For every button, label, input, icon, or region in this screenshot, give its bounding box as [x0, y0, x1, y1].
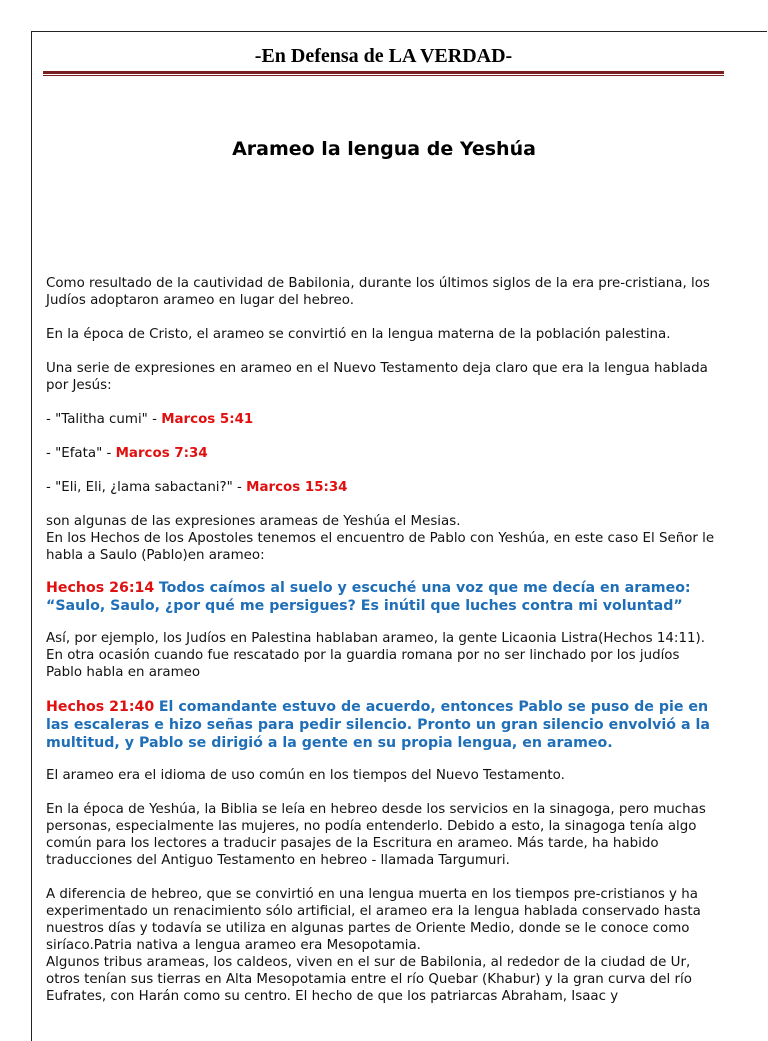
bible-quote: [46, 698, 718, 752]
expression-item: - "Talitha cumi" - Marcos 5:41: [46, 412, 254, 427]
paragraph: A diferencia de hebreo, que se convirtió en una lengua muerta en los tiempos pre-cristianos y ha experimentado un renacimiento sólo artificial, el arameo era la lengua hablada conservado hasta nuestros días y todavía se utiliza en algunas partes de Oriente Medio, donde se le conoce como siríaco.Patria nativa a lengua arameo era Mesopotamia.: [46, 887, 701, 953]
scripture-reference: Marcos 15:34: [246, 480, 348, 495]
header-rule-thick: [43, 71, 724, 74]
paragraph: El arameo era el idioma de uso común en los tiempos del Nuevo Testamento.: [46, 768, 565, 783]
header-rule-thin: [43, 75, 724, 76]
paragraph: Algunos tribus arameas, los caldeos, viven en el sur de Babilonia, al rededor de la ciudad de Ur, otros tenían sus tierras en Alta Mesopotamia entre el río Quebar (Khabur) y la gran curva del río Eufrates, con Harán como su centro. El hecho de que los patriarcas Abraham, Isaac y: [46, 955, 692, 1004]
paragraph: Así, por ejemplo, los Judíos en Palestina hablaban arameo, la gente Licaonia Listra(Hechos 14:11). En otra ocasión cuando fue rescatado por la guardia romana por no ser linchado por los judíos Pablo habla en arameo: [46, 631, 705, 680]
bible-quote: [46, 579, 718, 615]
paragraph: Una serie de expresiones en arameo en el Nuevo Testamento deja claro que era la lengua hablada por Jesús:: [46, 361, 708, 393]
paragraph: En los Hechos de los Apostoles tenemos el encuentro de Pablo con Yeshúa, en este caso El Señor le habla a Saulo (Pablo)en arameo:: [46, 531, 715, 563]
paragraph: En la época de Cristo, el arameo se convirtió en la lengua materna de la población palestina.: [46, 327, 671, 342]
scripture-reference: Marcos 5:41: [161, 412, 254, 427]
paragraph: En la época de Yeshúa, la Biblia se leía en hebreo desde los servicios en la sinagoga, pero muchas personas, especialmente las mujeres, no podía entenderlo. Debido a esto, la sinagoga tenía algo común para los lectores a traducir pasajes de la Escritura en arameo. Más tarde, ha habido traducciones del Antiguo Testamento en hebreo - llamada Targumuri.: [46, 802, 706, 868]
paragraph: Como resultado de la cautividad de Babilonia, durante los últimos siglos de la era pre-cristiana, los Judíos adoptaron arameo en lugar del hebreo.: [46, 276, 710, 308]
quote-text: Todos caímos al suelo y escuché una voz que me decía en arameo: “Saulo, Saulo, ¿por qué me persigues? Es inútil que luches contra mi voluntad”: [46, 580, 691, 614]
site-header: -En Defensa de LA VERDAD-: [254, 45, 513, 67]
article-body: [46, 275, 718, 1005]
quote-text: El comandante estuvo de acuerdo, entonces Pablo se puso de pie en las escaleras e hizo señas para pedir silencio. Pronto un gran silencio envolvió a la multitud, y Pablo se dirigió a la gente en su propia lengua, en arameo.: [46, 699, 710, 751]
scripture-reference: Hechos 21:40: [46, 699, 155, 715]
expression-item: - "Eli, Eli, ¿lama sabactani?" - Marcos 15:34: [46, 480, 348, 495]
expression-item: - "Efata" - Marcos 7:34: [46, 446, 208, 461]
scripture-reference: Hechos 26:14: [46, 580, 155, 596]
page-title: Arameo la lengua de Yeshúa: [232, 138, 536, 160]
paragraph: son algunas de las expresiones arameas de Yeshúa el Mesias.: [46, 514, 461, 529]
scripture-reference: Marcos 7:34: [115, 446, 208, 461]
